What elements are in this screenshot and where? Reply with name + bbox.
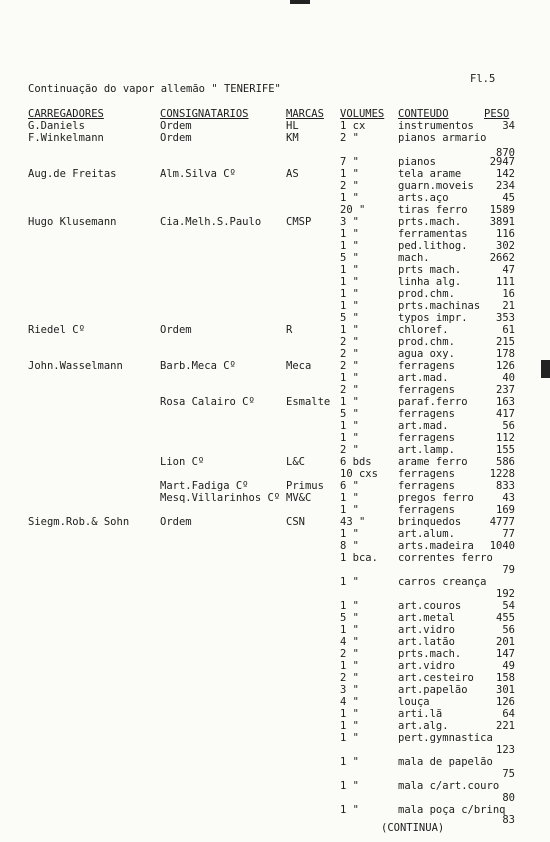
cell-conteudo: prts.mach.	[398, 648, 462, 660]
cell-conteudo: louça	[398, 696, 430, 708]
manifest-title: Continuação do vapor allemão " TENERIFE"	[28, 83, 281, 95]
cell-volumes: 1 "	[340, 660, 359, 672]
cell-volumes: 1 "	[340, 276, 359, 288]
cell-peso: 192	[496, 588, 515, 600]
cell-consignatario: Rosa Calairo Cº	[160, 396, 255, 408]
cell-volumes: 1 "	[340, 192, 359, 204]
cell-peso: 870	[496, 147, 515, 159]
cell-peso: 64	[502, 708, 515, 720]
cell-volumes: 4 "	[340, 636, 359, 648]
cell-conteudo: prod.chm.	[398, 288, 455, 300]
cell-peso: 455	[496, 612, 515, 624]
cell-marca: KM	[286, 132, 299, 144]
cell-consignatario: Ordem	[160, 132, 192, 144]
cell-conteudo: pianos	[398, 156, 436, 168]
cell-conteudo: ferragens	[398, 360, 455, 372]
cell-peso: 1228	[489, 468, 515, 480]
cell-peso: 40	[502, 372, 515, 384]
cell-volumes: 1 "	[340, 288, 359, 300]
cell-peso: 586	[496, 456, 515, 468]
cell-peso: 1589	[489, 204, 515, 216]
cell-volumes: 8 "	[340, 540, 359, 552]
cell-conteudo: ferragens	[398, 480, 455, 492]
cell-volumes: 2 "	[340, 132, 359, 144]
cell-conteudo: pert.gymnastica	[398, 732, 493, 744]
cell-peso: 45	[502, 192, 515, 204]
cell-peso: 234	[496, 180, 515, 192]
cell-conteudo: prts.mach.	[398, 216, 462, 228]
cell-conteudo: mala c/art.couro	[398, 780, 500, 792]
cell-carregador: Aug.de Freitas	[28, 168, 117, 180]
col-carregadores: CARREGADORES	[28, 108, 104, 120]
cell-volumes: 1 "	[340, 324, 359, 336]
cell-volumes: 1 "	[340, 576, 359, 588]
cell-peso: 302	[496, 240, 515, 252]
cell-marca: Meca	[286, 360, 312, 372]
cell-volumes: 2 "	[340, 648, 359, 660]
cell-conteudo: art.vidro	[398, 660, 455, 672]
cell-conteudo: art.vidro	[398, 624, 455, 636]
cell-conteudo: art.papelão	[398, 684, 468, 696]
cell-conteudo: arts.aço	[398, 192, 449, 204]
folio-number: Fl.5	[470, 73, 496, 85]
cell-conteudo: mala de papelão	[398, 756, 493, 768]
cell-volumes: 1 "	[340, 756, 359, 768]
cell-conteudo: art.mad.	[398, 372, 449, 384]
cell-conteudo: art.latão	[398, 636, 455, 648]
cell-conteudo: instrumentos	[398, 120, 474, 132]
cell-peso: 47	[502, 264, 515, 276]
cell-conteudo: chloref.	[398, 324, 449, 336]
cell-conteudo: ferramentas	[398, 228, 468, 240]
cell-volumes: 2 "	[340, 384, 359, 396]
cell-volumes: 2 "	[340, 336, 359, 348]
cell-conteudo: pregos ferro	[398, 492, 474, 504]
cell-conteudo: tiras ferro	[398, 204, 468, 216]
cell-volumes: 1 "	[340, 432, 359, 444]
cell-peso: 49	[502, 660, 515, 672]
cell-marca: MV&C	[286, 492, 312, 504]
continua-label: (CONTINUA)	[381, 822, 445, 834]
cell-conteudo: mala poça c/brinq	[398, 804, 506, 816]
cell-volumes: 7 "	[340, 156, 359, 168]
cell-peso: 4777	[489, 516, 515, 528]
cell-volumes: 1 "	[340, 300, 359, 312]
cell-marca: Esmalte	[286, 396, 331, 408]
cell-volumes: 1 "	[340, 168, 359, 180]
cell-carregador: Siegm.Rob.& Sohn	[28, 516, 130, 528]
cell-volumes: 1 "	[340, 720, 359, 732]
cell-volumes: 4 "	[340, 696, 359, 708]
cell-peso: 169	[496, 504, 515, 516]
cell-peso: 56	[502, 420, 515, 432]
cell-volumes: 2 "	[340, 360, 359, 372]
cell-marca: R	[286, 324, 293, 336]
cell-peso: 1040	[489, 540, 515, 552]
cell-volumes: 10 cxs	[340, 468, 378, 480]
cell-volumes: 2 "	[340, 672, 359, 684]
cell-volumes: 1 "	[340, 624, 359, 636]
col-consignatarios: CONSIGNATARIOS	[160, 108, 249, 120]
cell-peso: 75	[502, 768, 515, 780]
cell-peso: 2947	[489, 156, 515, 168]
cell-peso: 201	[496, 636, 515, 648]
cell-marca: HL	[286, 120, 299, 132]
cell-volumes: 5 "	[340, 252, 359, 264]
cell-peso: 123	[496, 744, 515, 756]
cell-consignatario: Lion Cº	[160, 456, 205, 468]
cell-peso: 237	[496, 384, 515, 396]
cell-peso: 21	[502, 300, 515, 312]
cell-volumes: 1 "	[340, 504, 359, 516]
cell-volumes: 43 "	[340, 516, 366, 528]
cell-volumes: 20 "	[340, 204, 366, 216]
cell-conteudo: ferragens	[398, 384, 455, 396]
cell-peso: 155	[496, 444, 515, 456]
cell-peso: 417	[496, 408, 515, 420]
cell-volumes: 1 "	[340, 780, 359, 792]
cell-consignatario: Mesq.Villarinhos Cº	[160, 492, 281, 504]
cell-peso: 43	[502, 492, 515, 504]
cell-peso: 126	[496, 696, 515, 708]
cell-peso: 83	[502, 814, 515, 826]
cell-volumes: 1 "	[340, 600, 359, 612]
cell-conteudo: carros creança	[398, 576, 487, 588]
cell-peso: 77	[502, 528, 515, 540]
cell-conteudo: art.cesteiro	[398, 672, 474, 684]
cell-conteudo: guarn.moveis	[398, 180, 474, 192]
cell-conteudo: mach.	[398, 252, 430, 264]
cell-marca: CMSP	[286, 216, 312, 228]
cell-carregador: Riedel Cº	[28, 324, 85, 336]
cell-conteudo: ferragens	[398, 408, 455, 420]
cell-peso: 2662	[489, 252, 515, 264]
cell-conteudo: ferragens	[398, 432, 455, 444]
cell-peso: 34	[502, 120, 515, 132]
cell-carregador: John.Wasselmann	[28, 360, 123, 372]
cell-volumes: 1 "	[340, 396, 359, 408]
cell-conteudo: ferragens	[398, 468, 455, 480]
cell-peso: 112	[496, 432, 515, 444]
cell-peso: 61	[502, 324, 515, 336]
cell-peso: 116	[496, 228, 515, 240]
col-volumes: VOLUMES	[340, 108, 385, 120]
cell-volumes: 1 cx	[340, 120, 366, 132]
scan-edge-mark	[541, 360, 550, 378]
cell-volumes: 1 "	[340, 420, 359, 432]
cell-consignatario: Cia.Melh.S.Paulo	[160, 216, 262, 228]
cell-volumes: 1 "	[340, 240, 359, 252]
cell-volumes: 6 "	[340, 480, 359, 492]
cell-peso: 221	[496, 720, 515, 732]
cell-conteudo: linha alg.	[398, 276, 462, 288]
cell-consignatario: Mart.Fadiga Cº	[160, 480, 249, 492]
cell-peso: 178	[496, 348, 515, 360]
cell-conteudo: prod.chm.	[398, 336, 455, 348]
scan-speck	[290, 0, 310, 4]
cell-conteudo: prts.machinas	[398, 300, 481, 312]
cell-conteudo: brinquedos	[398, 516, 462, 528]
cell-conteudo: art.couros	[398, 600, 462, 612]
cell-conteudo: arti.lã	[398, 708, 443, 720]
cell-conteudo: tela arame	[398, 168, 462, 180]
cell-conteudo: arame ferro	[398, 456, 468, 468]
cell-conteudo: paraf.ferro	[398, 396, 468, 408]
cell-peso: 3891	[489, 216, 515, 228]
cell-conteudo: ped.lithog.	[398, 240, 468, 252]
cell-conteudo: art.metal	[398, 612, 455, 624]
cell-conteudo: agua oxy.	[398, 348, 455, 360]
cell-marca: Primus	[286, 480, 324, 492]
cell-conteudo: art.alg.	[398, 720, 449, 732]
cell-marca: CSN	[286, 516, 305, 528]
cell-peso: 353	[496, 312, 515, 324]
cell-peso: 147	[496, 648, 515, 660]
cell-volumes: 5 "	[340, 612, 359, 624]
cell-peso: 126	[496, 360, 515, 372]
cell-conteudo: art.alum.	[398, 528, 455, 540]
cell-volumes: 1 "	[340, 732, 359, 744]
cell-peso: 16	[502, 288, 515, 300]
col-conteudo: CONTEUDO	[398, 108, 449, 120]
cell-marca: AS	[286, 168, 299, 180]
cell-volumes: 1 "	[340, 228, 359, 240]
cell-conteudo: arts.madeira	[398, 540, 474, 552]
cell-consignatario: Ordem	[160, 324, 192, 336]
cell-peso: 79	[502, 564, 515, 576]
cell-volumes: 1 bca.	[340, 552, 378, 564]
cell-consignatario: Barb.Meca Cº	[160, 360, 236, 372]
cell-volumes: 5 "	[340, 408, 359, 420]
cell-volumes: 1 "	[340, 528, 359, 540]
col-peso: PESO	[484, 108, 510, 120]
cell-consignatario: Ordem	[160, 516, 192, 528]
cell-conteudo: art.lamp.	[398, 444, 455, 456]
cell-peso: 163	[496, 396, 515, 408]
cell-carregador: F.Winkelmann	[28, 132, 104, 144]
cell-volumes: 5 "	[340, 312, 359, 324]
cell-peso: 158	[496, 672, 515, 684]
cell-conteudo: art.mad.	[398, 420, 449, 432]
cell-volumes: 2 "	[340, 180, 359, 192]
cell-peso: 54	[502, 600, 515, 612]
cell-peso: 301	[496, 684, 515, 696]
cell-conteudo: pianos armario	[398, 132, 487, 144]
cell-volumes: 1 "	[340, 804, 359, 816]
cell-peso: 111	[496, 276, 515, 288]
cell-carregador: Hugo Klusemann	[28, 216, 117, 228]
cell-consignatario: Alm.Silva Cº	[160, 168, 236, 180]
cell-volumes: 2 "	[340, 348, 359, 360]
cell-peso: 142	[496, 168, 515, 180]
cell-conteudo: prts mach.	[398, 264, 462, 276]
cell-volumes: 1 "	[340, 264, 359, 276]
cell-conteudo: typos impr.	[398, 312, 468, 324]
cell-carregador: G.Daniels	[28, 120, 85, 132]
cell-conteudo: ferragens	[398, 504, 455, 516]
cell-consignatario: Ordem	[160, 120, 192, 132]
cell-volumes: 1 "	[340, 708, 359, 720]
cell-peso: 215	[496, 336, 515, 348]
cell-conteudo: correntes ferro	[398, 552, 493, 564]
cell-volumes: 1 "	[340, 492, 359, 504]
cell-volumes: 1 "	[340, 372, 359, 384]
cell-peso: 80	[502, 792, 515, 804]
cell-peso: 833	[496, 480, 515, 492]
cell-volumes: 3 "	[340, 684, 359, 696]
col-marcas: MARCAS	[286, 108, 324, 120]
cell-volumes: 2 "	[340, 444, 359, 456]
cell-volumes: 3 "	[340, 216, 359, 228]
cell-volumes: 6 bds	[340, 456, 372, 468]
cell-marca: L&C	[286, 456, 305, 468]
cell-peso: 56	[502, 624, 515, 636]
